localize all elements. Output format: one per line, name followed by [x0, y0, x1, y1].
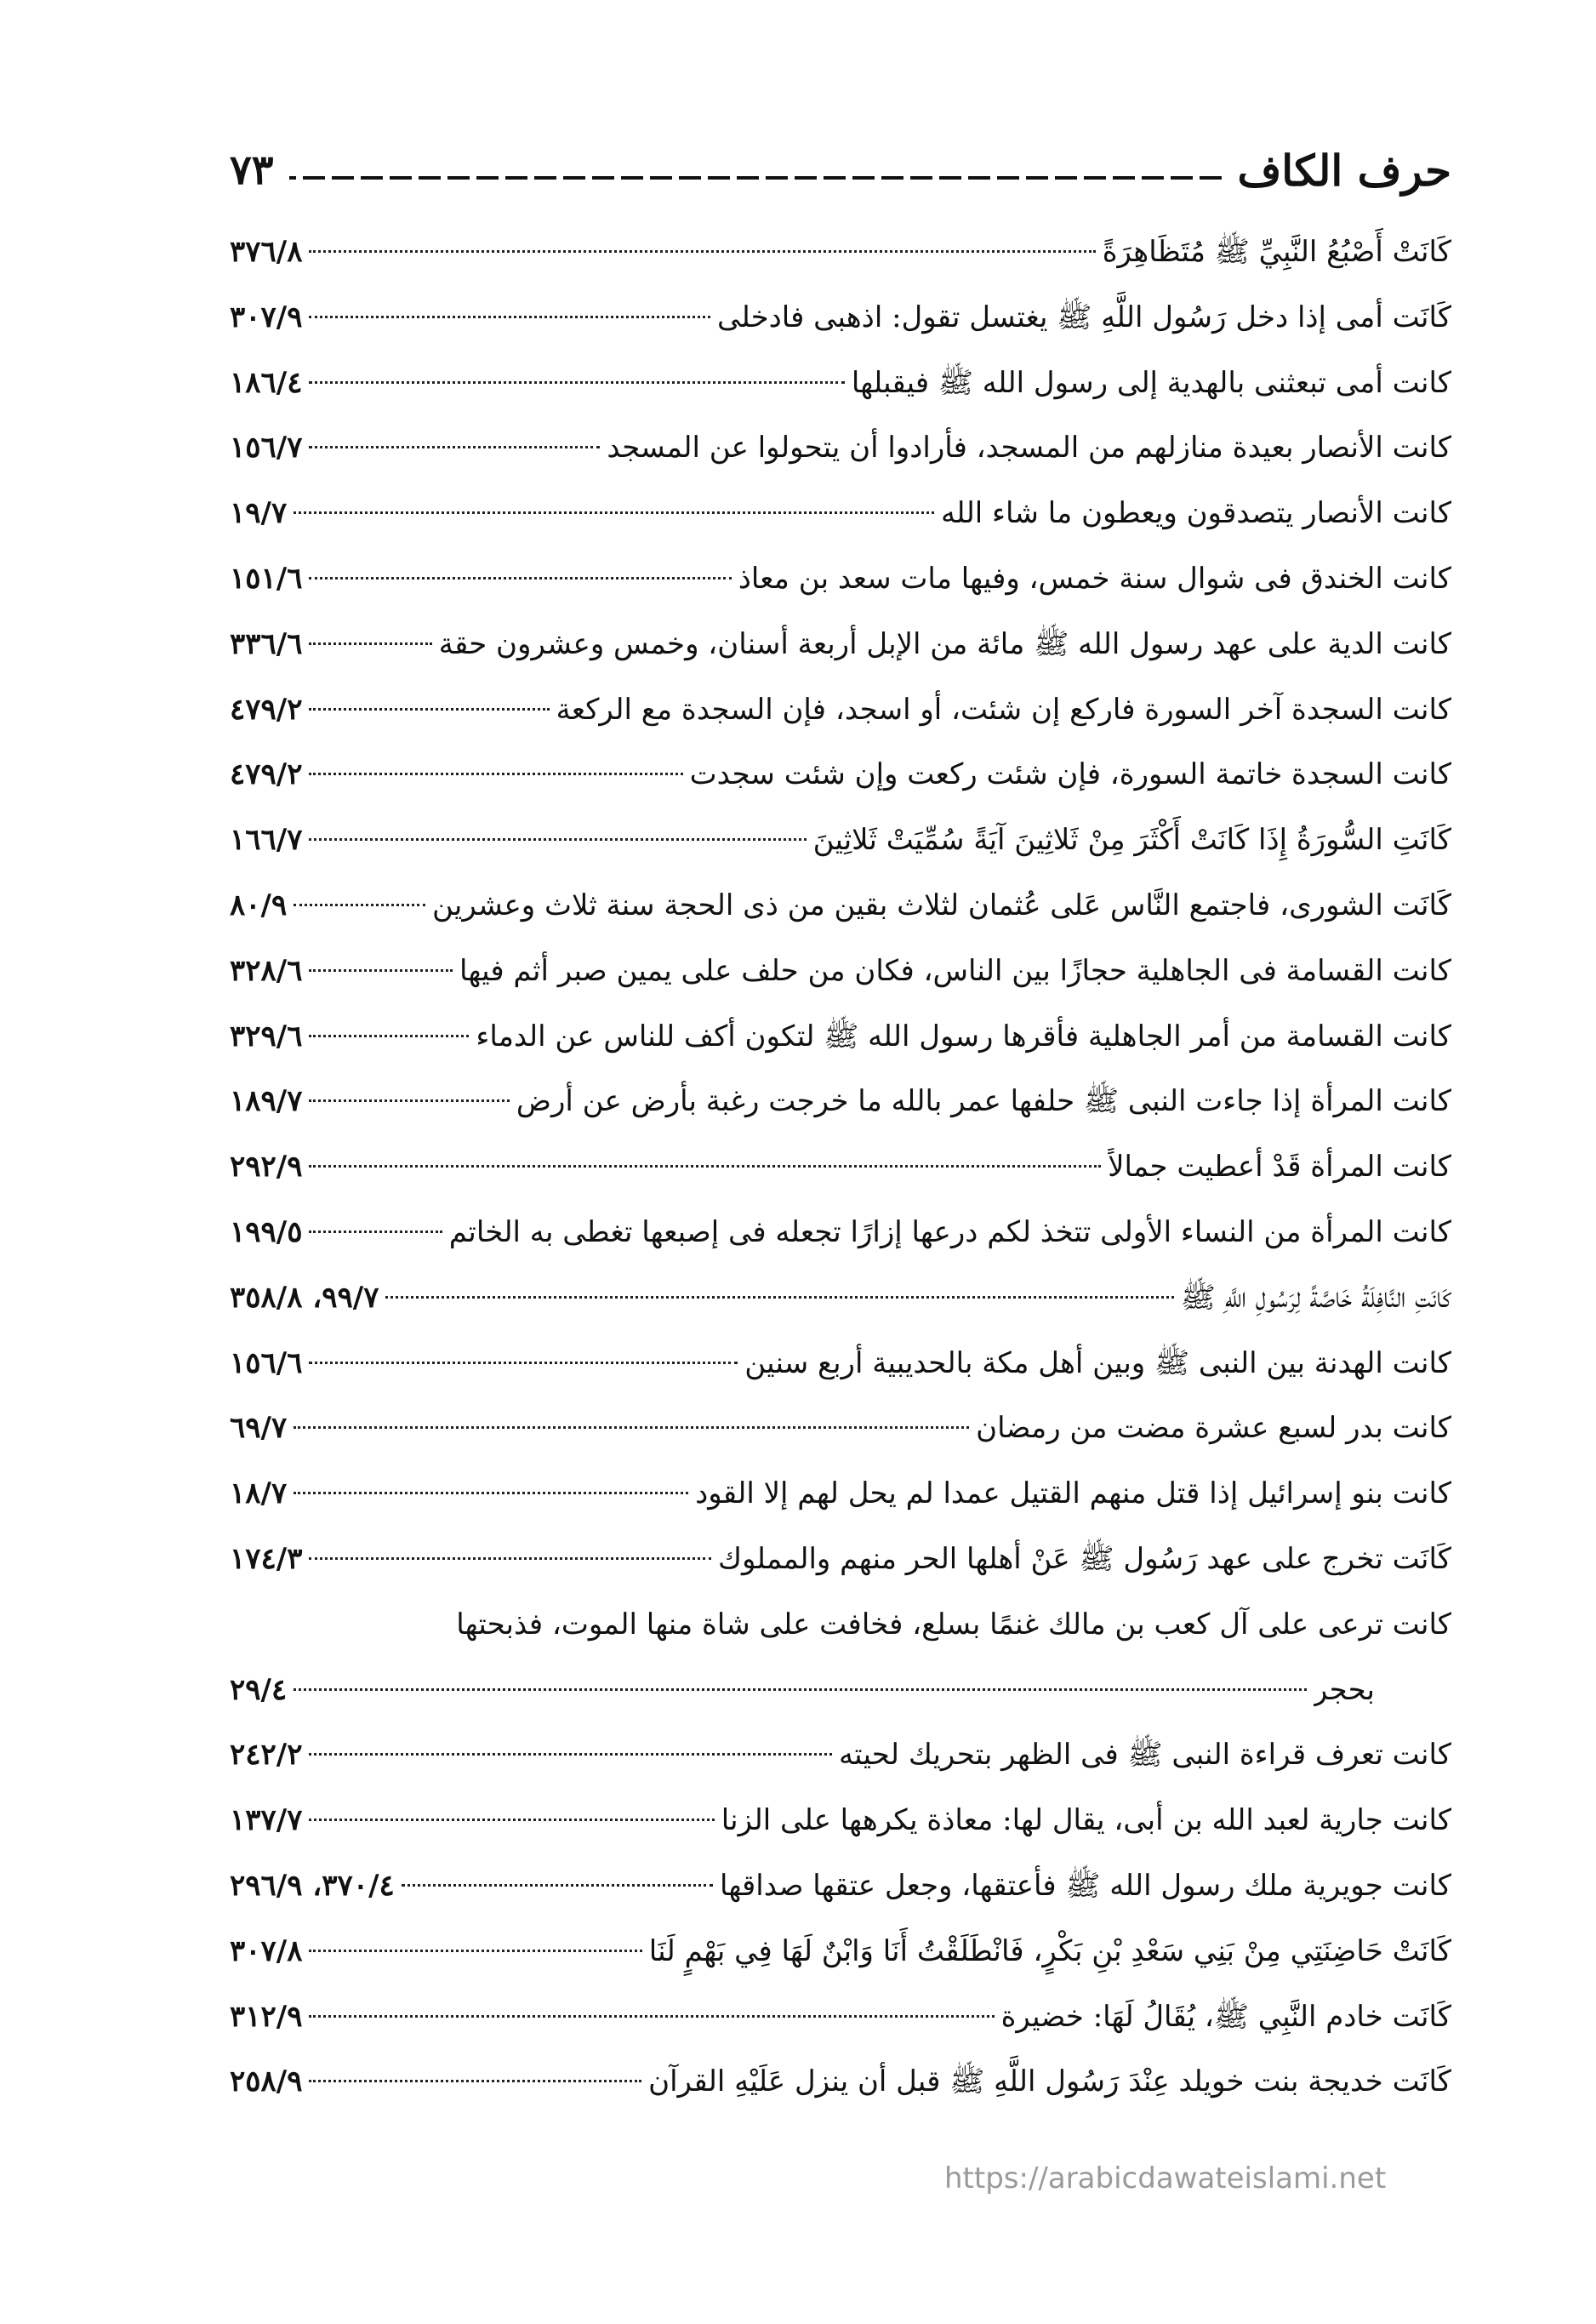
dot-leader: [309, 838, 806, 841]
dot-leader: [309, 577, 731, 580]
dot-leader: [294, 904, 425, 906]
dot-leader: [309, 1557, 711, 1560]
index-entry: [230, 2049, 1451, 2115]
index-entry-wrapped: [230, 1592, 1451, 1723]
entry-text: كانت بنو إسرائيل إذا قتل منهم القتيل عمدا لم يحل لهم إلا القود: [695, 1476, 1451, 1511]
dot-leader: [309, 1362, 738, 1364]
index-entry: [230, 351, 1451, 416]
entry-text: كانت المرأة من النساء الأولى تتخذ لكم درعها إزارًا تجعله فى إصبعها تغطى به الخاتم: [448, 1214, 1451, 1249]
dot-leader: [309, 2015, 994, 2018]
index-entry: [230, 1461, 1451, 1527]
index-entry: [230, 1396, 1451, 1461]
dot-leader: [294, 1426, 969, 1429]
index-entry: [230, 677, 1451, 743]
index-entry: [230, 1527, 1451, 1592]
dot-leader: [309, 1950, 641, 1952]
dot-leader: [309, 446, 600, 448]
dot-leader: [294, 511, 934, 514]
entry-reference: ٣٠٧/٩: [230, 300, 303, 334]
entry-text-line2-row: [230, 1658, 1451, 1723]
entry-reference: ٣١٢/٩: [230, 1999, 303, 2034]
header-dashed-rule: [289, 176, 1223, 180]
entry-reference: ١٥٦/٧: [230, 431, 303, 465]
entry-text: كَانَت خديجة بنت خويلد عِنْدَ رَسُول اللَّهِ ﷺ قبل أن ينزل عَلَيْهِ القرآن: [648, 2064, 1451, 2099]
index-entry: [230, 1004, 1451, 1070]
index-entry: [230, 1265, 1451, 1331]
entry-text: كانت المرأة إذا جاءت النبى ﷺ حلفها عمر بالله ما خرجت رغبة بأرض عن أرض: [516, 1084, 1451, 1119]
dot-leader: [309, 381, 844, 384]
dot-leader: [309, 1099, 509, 1102]
index-entry: [230, 1788, 1451, 1853]
entry-text: كَانَت تخرج على عهد رَسُول ﷺ عَنْ أهلها الحر منهم والمملوك: [717, 1541, 1451, 1576]
entry-reference: ٢٥٨/٩: [230, 2064, 303, 2099]
dot-leader: [385, 1296, 1173, 1299]
index-entry: [230, 546, 1451, 612]
index-entry: [230, 808, 1451, 873]
index-entry: [230, 415, 1451, 481]
dot-leader: [309, 1231, 442, 1233]
section-title: حرف الكاف: [1237, 145, 1451, 196]
entry-reference: ٤٧٩/٢: [230, 692, 303, 727]
entry-text: كَانَت الشورى، فاجتمع النَّاس عَلى عُثمان لثلاث بقين من ذى الحجة سنة ثلاث وعشرين: [432, 888, 1451, 922]
entry-reference: ١٧٤/٣: [230, 1541, 303, 1576]
entry-reference: ٤٧٩/٢: [230, 757, 303, 792]
index-entry: [230, 1919, 1451, 1984]
dot-leader: [309, 1819, 714, 1821]
entry-text: كَانَت خادم النَّبِي ﷺ، يُقَالُ لَهَا: خضيرة: [1000, 1999, 1451, 2034]
dot-leader: [402, 1884, 713, 1887]
entry-text: كانت الهدنة بين النبى ﷺ وبين أهل مكة بالحديبية أربع سنين: [744, 1345, 1451, 1380]
index-entry: [230, 1134, 1451, 1200]
dot-leader: [294, 1492, 688, 1494]
entry-text: كانت المرأة قَدْ أعطيت جمالاً: [1108, 1150, 1451, 1185]
entry-reference: ١٨٦/٤: [230, 365, 303, 400]
dot-leader: [309, 1165, 1101, 1168]
entry-text: كانت الأنصار بعيدة منازلهم من المسجد، فأرادوا أن يتحولوا عن المسجد: [607, 431, 1451, 465]
entry-text: كانت أمى تبعثنى بالهدية إلى رسول الله ﷺ فيقبلها: [851, 365, 1451, 400]
dot-leader: [309, 316, 710, 318]
dot-leader: [309, 642, 431, 645]
page-header: [230, 128, 1451, 213]
entry-text: كانت جارية لعبد الله بن أبى، يقال لها: معاذة يكرهها على الزنا: [721, 1803, 1451, 1838]
watermark: https://arabicdawateislami.net: [944, 2161, 1387, 2196]
dot-leader: [309, 250, 1095, 253]
entry-text: كانت بدر لسبع عشرة مضت من رمضان: [976, 1411, 1451, 1446]
entry-text: كانت الخندق فى شوال سنة خمس، وفيها مات سعد بن معاذ: [738, 561, 1451, 596]
entry-reference: ٣٧٦/٨: [230, 235, 303, 269]
entry-text: كانت القسامة من أمر الجاهلية فأقرها رسول الله ﷺ لتكون أكف للناس عن الدماء: [476, 1019, 1451, 1054]
entry-reference: ١٩٩/٥: [230, 1214, 303, 1249]
entry-reference: ٩٩/٧، ٣٥٨/٨: [230, 1280, 379, 1315]
page-number: ٧٣: [230, 146, 274, 194]
index-entry: [230, 873, 1451, 939]
entry-text: كَانَتِ السُّورَةُ إِذَا كَانَتْ أَكْثَرَ مِنْ ثَلاثِينَ آيَةً سُمِّيَتْ ثَلاثِينَ: [812, 823, 1451, 858]
entry-reference: ٣٢٩/٦: [230, 1019, 303, 1054]
entry-text: كَانَتِ النَّافِلَةُ خَاصَّةً لِرَسُولِ اللَّهِ ﷺ: [1180, 1280, 1451, 1315]
dot-leader: [309, 773, 682, 775]
entry-text-line2: بحجر: [1313, 1672, 1375, 1707]
entry-text: كَانَت أمى إذا دخل رَسُول اللَّهِ ﷺ يغتسل تقول: اذهبى فادخلى: [716, 300, 1451, 334]
index-entries: [230, 220, 1451, 2115]
entry-reference: ٦٩/٧: [230, 1411, 288, 1446]
index-entry: [230, 1331, 1451, 1396]
entry-text: كانت الأنصار يتصدقون ويعطون ما شاء الله: [940, 496, 1451, 531]
entry-text: كانت السجدة خاتمة السورة، فإن شئت ركعت وإن شئت سجدت: [689, 757, 1451, 792]
dot-leader: [309, 708, 549, 711]
index-entry: [230, 285, 1451, 351]
index-entry: [230, 1200, 1451, 1265]
entry-reference: ١٥١/٦: [230, 561, 303, 596]
index-entry: [230, 612, 1451, 677]
entry-reference: ٣٠٧/٨: [230, 1933, 303, 1968]
entry-text: كانت القسامة فى الجاهلية حجازًا بين الناس، فكان من حلف على يمين صبر أثم فيها: [459, 953, 1451, 988]
dot-leader: [309, 1035, 469, 1037]
dot-leader: [309, 969, 453, 972]
entry-text: كَانَتْ أَصْبُعُ النَّبِيِّ ﷺ مُتَظَاهِرَةً: [1102, 235, 1451, 269]
entry-reference: ٨٠/٩: [230, 888, 288, 922]
index-entry: [230, 742, 1451, 808]
entry-reference: ١٦٦/٧: [230, 823, 303, 858]
entry-reference: ٣٧٠/٤، ٢٩٦/٩: [230, 1868, 395, 1903]
entry-reference: ١٥٦/٦: [230, 1345, 303, 1380]
entry-text-line1: كانت ترعى على آل كعب بن مالك غنمًا بسلع، فخافت على شاة منها الموت، فذبحتها: [456, 1607, 1451, 1642]
entry-text: كانت السجدة آخر السورة فاركع إن شئت، أو اسجد، فإن السجدة مع الركعة: [556, 692, 1451, 727]
entry-reference: ١٣٧/٧: [230, 1803, 303, 1838]
entry-text: كَانَتْ حَاضِنَتِي مِنْ بَنِي سَعْدِ بْنِ بَكْرٍ، فَانْطَلَقْتُ أَنَا وَابْنٌ لَهَا فِي بَهْمٍ لَنَا: [648, 1933, 1451, 1968]
entry-text: كانت جويرية ملك رسول الله ﷺ فأعتقها، وجعل عتقها صداقها: [720, 1868, 1451, 1903]
dot-leader: [309, 2080, 641, 2082]
entry-text: كانت الدية على عهد رسول الله ﷺ مائة من الإبل أربعة أسنان، وخمس وعشرون حقة: [438, 626, 1451, 661]
dot-leader: [309, 1753, 831, 1756]
entry-reference: ٣٣٦/٦: [230, 626, 303, 661]
index-entry: [230, 1984, 1451, 2050]
entry-reference: ١٨٩/٧: [230, 1084, 303, 1119]
entry-reference: ٢٤٢/٢: [230, 1738, 303, 1773]
index-entry: [230, 1722, 1451, 1788]
entry-reference: ١٩/٧: [230, 496, 288, 531]
index-entry: [230, 939, 1451, 1004]
entry-reference: ١٨/٧: [230, 1476, 288, 1511]
index-entry: [230, 481, 1451, 546]
index-entry: [230, 1069, 1451, 1134]
index-entry: [230, 1853, 1451, 1919]
entry-reference: ٣٢٨/٦: [230, 953, 303, 988]
entry-reference: ٢٩/٤: [230, 1672, 288, 1707]
index-entry: [230, 220, 1451, 285]
entry-text: كانت تعرف قراءة النبى ﷺ فى الظهر بتحريك لحيته: [838, 1738, 1451, 1773]
entry-reference: ٢٩٢/٩: [230, 1150, 303, 1185]
dot-leader: [294, 1688, 1307, 1691]
